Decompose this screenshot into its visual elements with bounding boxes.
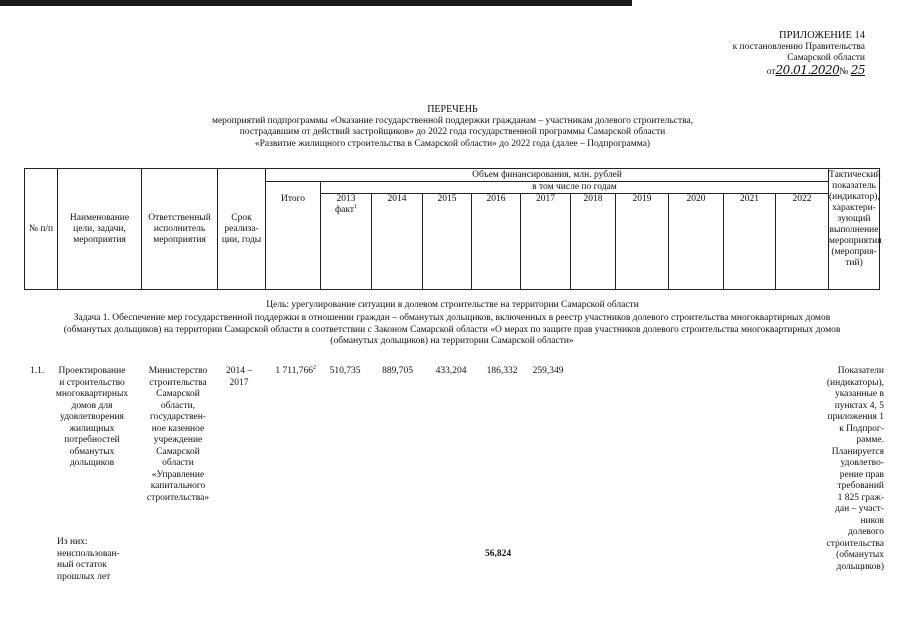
appendix-block (665, 30, 865, 78)
col-header-financing: Объем финансирования, млн. рублей (472, 169, 622, 180)
goal-text: Цель: урегулирование ситуации в долевом строительстве на территории Самарской области (266, 300, 639, 310)
year-2018-header: 2018 (583, 194, 603, 204)
year-2022-header: 2022 (792, 194, 812, 204)
from-label: от (766, 66, 776, 77)
heading-line-2: пострадавшим от действий застройщиков» до 2022 года государственной программы Самарской области (239, 127, 666, 137)
year-2016-header: 2016 (486, 194, 506, 204)
row-1-1-indicator: Показатели (индикаторы), указанные в пунктах 4, 5 приложения 1 к Подпрог- рамме. Планируется удовлетво- рение прав требований 1 825 граж- дан – участ- ников долевого строительства (обманутых дольщиков) (826, 366, 884, 572)
row-1-1-value-2016: 433,204 (435, 366, 467, 376)
col-header-by-year: в том числе по годам (532, 181, 617, 192)
row-1-1-executor: Министерство строительства Самарской области, государствен- ное казенное учреждение Самарской области «Управление капитального строительства» (146, 366, 210, 503)
appendix-line-2: Самарской области (787, 53, 865, 63)
table-header (24, 168, 880, 290)
row-1-1-term: 2014 – 2017 (225, 366, 253, 388)
year-2020-header: 2020 (686, 194, 706, 204)
row-1-1-value-2018: 259,349 (532, 366, 564, 376)
heading-line-1: мероприятий подпрограммы «Оказание государственной поддержки гражданам – участникам долевого строительства, (211, 115, 694, 126)
task-line-3: (обманутых дольщиков) на территории Самарской области» (330, 336, 574, 346)
row-1-1-name: Проектирование и строительство многоквартирных домов для удовлетворения жилищных потребностей обманутых дольщиков (55, 366, 129, 468)
sub-row-name: Из них: неиспользован- ный остаток прошлых лет (57, 537, 120, 582)
row-1-1-value-2014: 510,735 (329, 366, 361, 376)
col-header-term: Срок реализа-ции, годы (221, 212, 262, 245)
col-header-indicator: Тактический показатель (индикатор), характери-зующий выполнение мероприятия (мероприя-тий) (829, 170, 882, 268)
number-label: № (839, 66, 849, 77)
row-1-1-total: 1 711,766$^2$ (275, 364, 316, 376)
year-2017-header: 2017 (536, 194, 555, 204)
row-1-1-value-2015: 889,705 (382, 366, 413, 376)
appendix-title: ПРИЛОЖЕНИЕ 14 (779, 30, 865, 41)
year-2014-header: 2014 (387, 194, 407, 204)
appendix-line-1: к постановлению Правительства (732, 41, 865, 52)
document-heading (0, 104, 905, 150)
row-1-1-value-2017: 186,332 (486, 366, 518, 376)
col-header-executor: Ответственный исполнитель мероприятия (148, 212, 211, 245)
year-2021-header: 2021 (740, 194, 759, 204)
task-line-1: Задача 1. Обеспечение мер государственной поддержки в отношении граждан – обманутых дольщиков, включенных в реестр участников долевого строительства многоквартирных домов (73, 313, 831, 323)
heading-line-3: «Развитие жилищного строительства в Самарской области» до 2022 года (далее – Подпрограмма) (254, 138, 651, 149)
col-header-name: Наименование цели, задачи, мероприятия (69, 212, 130, 245)
col-header-number: № п/п (28, 223, 54, 234)
heading-title: ПЕРЕЧЕНЬ (427, 104, 478, 115)
scan-edge-bar (0, 0, 632, 6)
handwritten-number: 25 (850, 62, 865, 77)
task-line-2: (обманутых дольщиков) на территории Самарской области в соответствии с Законом Самарской области «О мерах по защите прав участников долевого строительства многоквартирных домов (63, 324, 841, 335)
col-header-total: Итого (280, 194, 306, 204)
year-2013-header: 2013 факт$^1$ (334, 194, 357, 215)
task-text (24, 313, 880, 348)
year-2015-header: 2015 (437, 194, 457, 204)
row-1-1-number: 1.1. (30, 366, 45, 376)
handwritten-date: 20.01.2020 (775, 62, 840, 77)
sub-row-value-2016: 56,824 (484, 549, 512, 559)
year-2019-header: 2019 (632, 194, 652, 204)
appendix-date-line (665, 62, 865, 79)
